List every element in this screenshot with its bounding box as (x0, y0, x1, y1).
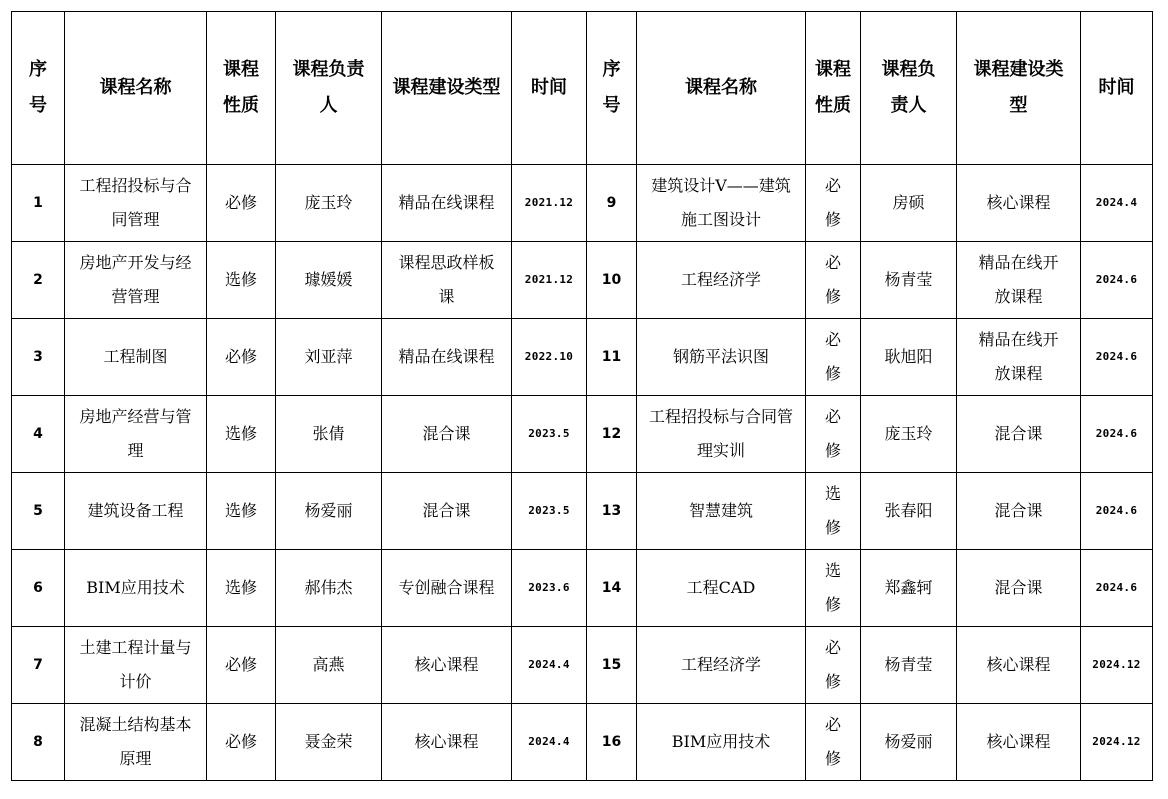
cell-course-lead-2: 耿旭阳 (861, 319, 957, 396)
cell-time: 2021.12 (512, 165, 587, 242)
cell-course-type: 选修 (207, 242, 276, 319)
cell-seq: 4 (12, 396, 65, 473)
cell-course-lead-2: 杨青莹 (861, 242, 957, 319)
cell-course-lead-2: 房硕 (861, 165, 957, 242)
cell-time: 2024.4 (512, 627, 587, 704)
cell-course-lead-2: 张春阳 (861, 473, 957, 550)
cell-course-type: 选修 (207, 473, 276, 550)
cell-time: 2024.4 (512, 704, 587, 781)
cell-course-name: 建筑设备工程 (65, 473, 207, 550)
cell-time-2: 2024.6 (1081, 319, 1153, 396)
cell-course-type-2: 选修 (806, 473, 861, 550)
cell-seq-2: 10 (587, 242, 637, 319)
header-build-type: 课程建设类型 (382, 12, 512, 165)
cell-course-lead-2: 郑鑫轲 (861, 550, 957, 627)
cell-seq: 2 (12, 242, 65, 319)
header-build-type-2: 课程建设类型 (957, 12, 1081, 165)
cell-course-name-2: 工程经济学 (637, 242, 806, 319)
table-row (12, 704, 1153, 781)
cell-time: 2023.6 (512, 550, 587, 627)
cell-course-lead-2: 杨青莹 (861, 627, 957, 704)
cell-course-type: 必修 (207, 319, 276, 396)
cell-time-2: 2024.6 (1081, 242, 1153, 319)
cell-time-2: 2024.6 (1081, 396, 1153, 473)
cell-build-type-2: 精品在线开放课程 (957, 319, 1081, 396)
header-time: 时间 (512, 12, 587, 165)
cell-build-type: 精品在线课程 (382, 165, 512, 242)
cell-time-2: 2024.4 (1081, 165, 1153, 242)
cell-build-type: 专创融合课程 (382, 550, 512, 627)
table-row (12, 473, 1153, 550)
cell-course-lead-2: 庞玉玲 (861, 396, 957, 473)
cell-seq: 3 (12, 319, 65, 396)
cell-course-name-2: 工程CAD (637, 550, 806, 627)
cell-seq: 6 (12, 550, 65, 627)
cell-course-lead: 杨爱丽 (276, 473, 382, 550)
cell-build-type: 混合课 (382, 396, 512, 473)
cell-course-name-2: 智慧建筑 (637, 473, 806, 550)
cell-course-type-2: 必修 (806, 319, 861, 396)
cell-course-name: 混凝土结构基本原理 (65, 704, 207, 781)
cell-build-type-2: 混合课 (957, 473, 1081, 550)
cell-build-type-2: 混合课 (957, 550, 1081, 627)
cell-build-type-2: 核心课程 (957, 165, 1081, 242)
table-row (12, 550, 1153, 627)
cell-course-type: 选修 (207, 550, 276, 627)
cell-course-name: 工程招投标与合同管理 (65, 165, 207, 242)
cell-course-name: 土建工程计量与计价 (65, 627, 207, 704)
cell-seq: 8 (12, 704, 65, 781)
cell-seq-2: 14 (587, 550, 637, 627)
cell-build-type-2: 核心课程 (957, 627, 1081, 704)
cell-build-type: 核心课程 (382, 627, 512, 704)
cell-build-type: 课程思政样板课 (382, 242, 512, 319)
cell-course-name: 房地产开发与经营管理 (65, 242, 207, 319)
cell-build-type-2: 精品在线开放课程 (957, 242, 1081, 319)
cell-course-type: 必修 (207, 704, 276, 781)
cell-course-type-2: 必修 (806, 704, 861, 781)
header-seq: 序号 (12, 12, 65, 165)
cell-seq-2: 13 (587, 473, 637, 550)
header-course-type-2: 课程性质 (806, 12, 861, 165)
cell-course-name-2: 建筑设计V——建筑施工图设计 (637, 165, 806, 242)
cell-time-2: 2024.6 (1081, 550, 1153, 627)
cell-seq-2: 12 (587, 396, 637, 473)
course-table (11, 11, 1153, 781)
header-course-name-2: 课程名称 (637, 12, 806, 165)
cell-course-lead: 聂金荣 (276, 704, 382, 781)
cell-course-name: BIM应用技术 (65, 550, 207, 627)
cell-time: 2021.12 (512, 242, 587, 319)
cell-time: 2022.10 (512, 319, 587, 396)
table-row (12, 242, 1153, 319)
cell-seq-2: 15 (587, 627, 637, 704)
cell-course-type-2: 必修 (806, 165, 861, 242)
cell-time-2: 2024.12 (1081, 704, 1153, 781)
cell-build-type: 核心课程 (382, 704, 512, 781)
cell-course-lead: 刘亚萍 (276, 319, 382, 396)
cell-course-type-2: 必修 (806, 627, 861, 704)
cell-course-name-2: 钢筋平法识图 (637, 319, 806, 396)
table-row (12, 319, 1153, 396)
cell-build-type-2: 核心课程 (957, 704, 1081, 781)
cell-time-2: 2024.12 (1081, 627, 1153, 704)
cell-course-lead: 庞玉玲 (276, 165, 382, 242)
cell-seq: 1 (12, 165, 65, 242)
cell-course-lead: 张倩 (276, 396, 382, 473)
cell-course-name-2: 工程招投标与合同管理实训 (637, 396, 806, 473)
cell-course-type: 必修 (207, 165, 276, 242)
cell-seq-2: 9 (587, 165, 637, 242)
cell-seq: 5 (12, 473, 65, 550)
cell-course-name: 工程制图 (65, 319, 207, 396)
cell-course-name: 房地产经营与管理 (65, 396, 207, 473)
cell-build-type: 混合课 (382, 473, 512, 550)
header-course-lead: 课程负责人 (276, 12, 382, 165)
cell-time-2: 2024.6 (1081, 473, 1153, 550)
cell-course-type-2: 必修 (806, 396, 861, 473)
cell-course-name-2: BIM应用技术 (637, 704, 806, 781)
header-time-2: 时间 (1081, 12, 1153, 165)
table-row (12, 627, 1153, 704)
header-row (12, 12, 1153, 165)
cell-course-type: 选修 (207, 396, 276, 473)
table-row (12, 165, 1153, 242)
header-seq-2: 序号 (587, 12, 637, 165)
cell-seq-2: 11 (587, 319, 637, 396)
cell-course-name-2: 工程经济学 (637, 627, 806, 704)
cell-build-type: 精品在线课程 (382, 319, 512, 396)
cell-course-type: 必修 (207, 627, 276, 704)
cell-course-lead: 郝伟杰 (276, 550, 382, 627)
header-course-lead-2: 课程负责人 (861, 12, 957, 165)
cell-course-lead: 璩媛媛 (276, 242, 382, 319)
cell-seq: 7 (12, 627, 65, 704)
cell-course-type-2: 选修 (806, 550, 861, 627)
header-course-type: 课程性质 (207, 12, 276, 165)
cell-time: 2023.5 (512, 473, 587, 550)
cell-course-type-2: 必修 (806, 242, 861, 319)
cell-time: 2023.5 (512, 396, 587, 473)
cell-course-lead-2: 杨爱丽 (861, 704, 957, 781)
cell-course-lead: 高燕 (276, 627, 382, 704)
table-row (12, 396, 1153, 473)
cell-build-type-2: 混合课 (957, 396, 1081, 473)
header-course-name: 课程名称 (65, 12, 207, 165)
cell-seq-2: 16 (587, 704, 637, 781)
